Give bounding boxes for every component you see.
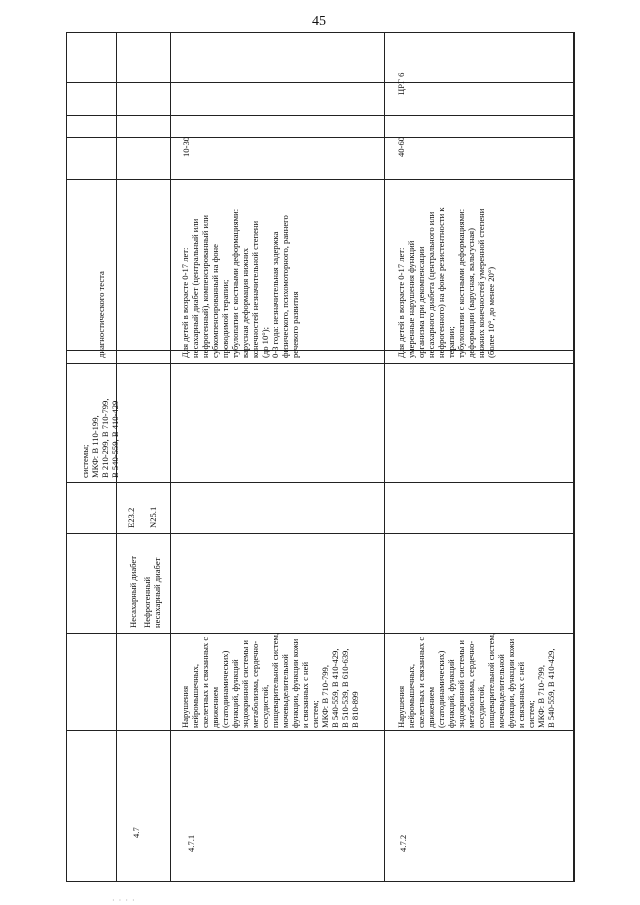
row-divider-4-7-2 bbox=[66, 350, 574, 351]
cell-line: нефрогенного) на фоне резистентности к bbox=[436, 207, 446, 358]
cell-line: несахарного диабета (центрального или bbox=[426, 211, 436, 358]
row-disorder-4-7-2 bbox=[396, 633, 556, 728]
cell-line: несахарный диабет (центральный или bbox=[190, 218, 200, 358]
cell-line: (более 10°, до менее 20°) bbox=[486, 266, 496, 358]
cell-line: МКФ: В 710-799, bbox=[320, 665, 330, 728]
cell-line: умеренные нарушения функций bbox=[406, 240, 416, 358]
row-name-4-7: Несахарный диабет bbox=[128, 556, 138, 628]
cell-line: функции, функции кожи bbox=[506, 638, 516, 728]
cell-line: Для детей в возрасте 0-17 лет: bbox=[396, 247, 406, 358]
cell-line: тубулопатии с костными деформациями: bbox=[456, 208, 466, 358]
row-boundary-d bbox=[384, 32, 385, 882]
cell-line: В 810-899 bbox=[350, 691, 360, 728]
cell-line: сосудистой, bbox=[260, 684, 270, 728]
cell-line: скелетных и связанных с bbox=[200, 636, 210, 728]
continuation-disorder bbox=[80, 399, 120, 479]
col-boundary-1 bbox=[66, 115, 574, 116]
cell-line: скелетных и связанных с bbox=[416, 636, 426, 728]
cell-line: функций, функций bbox=[446, 659, 456, 728]
cell-line: сосудистой, bbox=[476, 684, 486, 728]
row-code-4-7: E23.2 bbox=[126, 507, 136, 528]
cell-line: эндокринной системы и bbox=[240, 639, 250, 728]
cell-line: физического, психомоторного, раннего bbox=[280, 215, 290, 358]
cell-line: функций, функций bbox=[230, 659, 240, 728]
cell-line: Нарушения bbox=[396, 685, 406, 728]
cell-line: мочевыделительной bbox=[496, 654, 506, 728]
cell-line: движением bbox=[210, 686, 220, 728]
cell-line: нейромышечных, bbox=[406, 663, 416, 728]
continuation-disorder-line: системы; bbox=[80, 444, 90, 478]
cell-line: Нарушения bbox=[180, 685, 190, 728]
cell-line: МКФ: В 710-799, bbox=[536, 665, 546, 728]
cell-line: эндокринной системы и bbox=[456, 639, 466, 728]
cell-line: (статодинамических) bbox=[220, 650, 230, 728]
cell-line: В 510-539, В 610-639, bbox=[340, 648, 350, 728]
cell-line: функции, функции кожи bbox=[290, 638, 300, 728]
row-number-4-7-1: 4.7.1 bbox=[186, 834, 196, 852]
row-name-4-7-1 bbox=[142, 558, 162, 628]
cell-line: (до 10°); bbox=[260, 327, 270, 358]
cell-line: метаболизма, сердечно- bbox=[250, 640, 260, 728]
cell-line: В 540-559, В 410-429, bbox=[546, 648, 556, 728]
row-criteria-4-7-2 bbox=[396, 207, 496, 358]
row-divider-4-7-1 bbox=[66, 137, 574, 138]
continuation-criteria: диагностического теста bbox=[96, 271, 106, 358]
page-number: 45 bbox=[312, 14, 326, 29]
cell-line: субкомпенсированный на фоне bbox=[210, 244, 220, 358]
cell-line: мочевыделительной bbox=[280, 654, 290, 728]
row-percent-4-7-2: 40-60 bbox=[396, 136, 406, 157]
cell-line: нефрогенный), компенсированный или bbox=[200, 215, 210, 358]
continuation-disorder-line: В 210-299, В 710-799, bbox=[100, 398, 110, 478]
row-name-line: Нефрогенный bbox=[142, 576, 152, 628]
cell-line: варусная деформация нижних bbox=[240, 247, 250, 358]
cell-line: (статодинамических) bbox=[436, 650, 446, 728]
cell-line: терапии; bbox=[446, 326, 456, 358]
cell-line: деформации (варусная, вальгусная) bbox=[466, 228, 476, 358]
cell-line: систем; bbox=[526, 700, 536, 728]
row-category-4-7-2: ЦРГ 6 bbox=[396, 72, 406, 95]
cell-line: 0-3 года: незначительная задержка bbox=[270, 231, 280, 358]
continuation-disorder-line: В 540-559, В 410-429 bbox=[110, 400, 120, 478]
table-border-bottom bbox=[66, 881, 574, 882]
row-criteria-4-7-1 bbox=[180, 209, 300, 358]
row-boundary-e bbox=[574, 32, 575, 882]
col-boundary-4 bbox=[66, 482, 574, 483]
cell-line: движением bbox=[426, 686, 436, 728]
cell-line: и связанных с ней bbox=[300, 661, 310, 728]
cell-line: нижних конечностей умеренной степени bbox=[476, 208, 486, 358]
continuation-disorder-line: МКФ: В 110-199, bbox=[90, 415, 100, 478]
row-divider-4-7 bbox=[66, 82, 574, 83]
cell-line: В 540-559, В 410-429, bbox=[330, 648, 340, 728]
row-name-line: несахарный диабет bbox=[152, 557, 162, 628]
col-line-c1 bbox=[66, 32, 574, 33]
cell-line: речевого развития bbox=[290, 291, 300, 358]
cell-line: и связанных с ней bbox=[516, 661, 526, 728]
row-boundary-a bbox=[66, 32, 67, 882]
col-boundary-2 bbox=[66, 179, 574, 180]
col-boundary-3 bbox=[66, 363, 574, 364]
cell-line: конечностей незначительной степени bbox=[250, 220, 260, 358]
cell-line: организма при декомпенсации bbox=[416, 246, 426, 358]
row-code-4-7-1: N25.1 bbox=[148, 506, 158, 528]
cell-line: Для детей в возрасте 0-17 лет: bbox=[180, 247, 190, 358]
row-percent-4-7-1: 10-30 bbox=[181, 136, 191, 157]
disability-criteria-table bbox=[66, 32, 574, 882]
row-number-4-7-2: 4.7.2 bbox=[398, 834, 408, 852]
row-disorder-4-7-1 bbox=[180, 633, 360, 728]
cell-line: систем; bbox=[310, 700, 320, 728]
cell-line: пищеварительной систем, bbox=[486, 632, 496, 728]
cell-line: пищеварительной систем, bbox=[270, 632, 280, 728]
cell-line: метаболизма, сердечно- bbox=[466, 640, 476, 728]
row-number-4-7: 4.7 bbox=[131, 827, 141, 838]
cell-line: проводимой терапии; bbox=[220, 279, 230, 358]
col-boundary-5 bbox=[66, 533, 574, 534]
scan-artifact: · · · · bbox=[112, 896, 136, 905]
cell-line: нейромышечных, bbox=[190, 663, 200, 728]
col-boundary-7 bbox=[66, 730, 574, 731]
row-boundary-c bbox=[170, 32, 171, 882]
cell-line: тубулопатии с костными деформациями: bbox=[230, 208, 240, 358]
